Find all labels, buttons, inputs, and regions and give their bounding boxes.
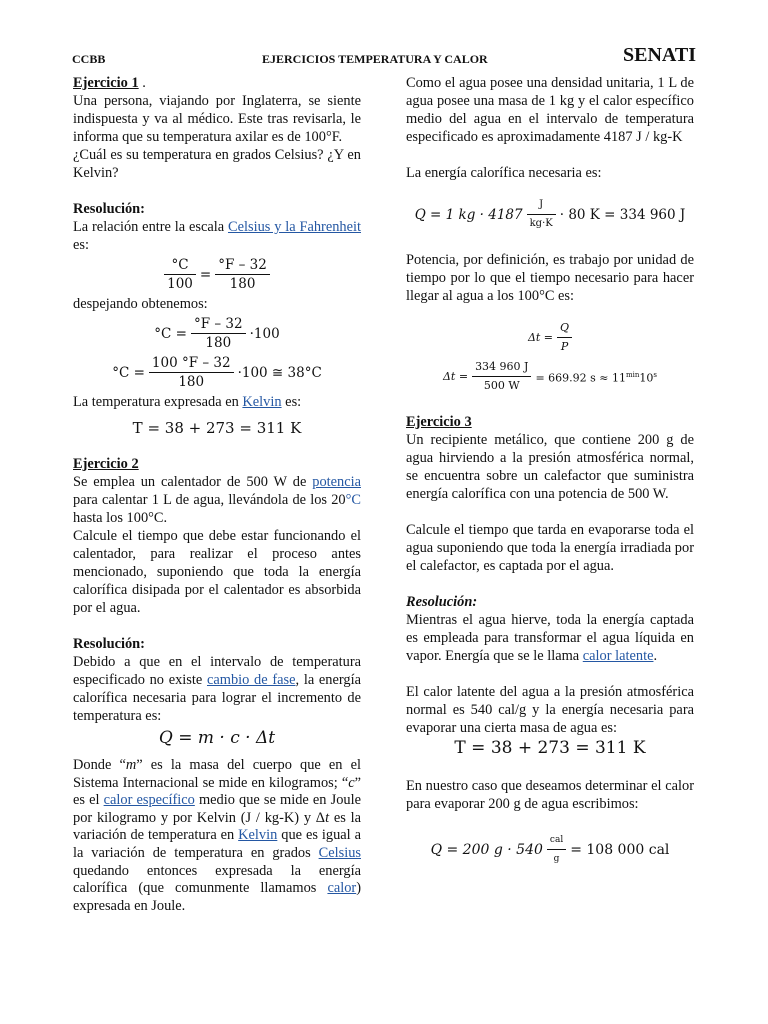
nuestro-caso-text: En nuestro caso que deseamos determinar el calor para evaporar 200 g de agua escribimos:	[406, 778, 694, 812]
resolucion-1-heading: Resolución:	[73, 201, 145, 217]
ejercicio-1-heading: Ejercicio 1 .	[73, 75, 146, 91]
ejercicio-1-question: ¿Cuál es su temperatura en grados Celsius? ¿Y en Kelvin?	[73, 147, 361, 181]
formula-energia: Q = 1 kg · 4187 $\frac{J}{kg\cdot K}$ · 80 K = 334 960 J	[406, 196, 694, 233]
page-header	[72, 44, 696, 70]
formula-q-mct: Q = m · c · Δt	[158, 728, 276, 748]
link-celsius-fahrenheit[interactable]: Celsius y la Fahrenheit	[227, 219, 361, 235]
formula-kelvin-2: T = 38 + 273 = 311 K	[454, 738, 646, 758]
potencia-text: Potencia, por definición, es trabajo por unidad de tiempo por lo que el tiempo necesario para hacer llegar al agua a los 100°C es:	[406, 252, 694, 304]
donde-text: Donde “m” es la masa del cuerpo que en el Sistema Internacional se mide en kilogramos; “c” es el calor específico medio que se mide en Joule por kilogramo y por Kelvin (J / kg-K) y Δt es la variación de temperatura en Kelvin que es igual a la variación de temperatura en grados Celsius quedando entonces expresada la energía calorífica (que comunmente llamamos calor) expresada en Joule.	[73, 757, 362, 914]
ejercicio-2-question: Calcule el tiempo que debe estar funcionando el calentador, para realizar el proceso antes mencionado, suponiendo que toda la energía calorífica disipada por el calentador es absorbida por el agua.	[73, 528, 361, 616]
link-calor[interactable]: calor	[327, 880, 357, 897]
resolucion-2-heading: Resolución:	[73, 636, 145, 652]
despejando-text: despejando obtenemos:	[73, 296, 208, 312]
formula-celsius-result: °C = $\frac{100 ^\circ F - 32}{180}$ ·100 ≅ 38°C	[112, 355, 322, 390]
calor-latente-text: El calor latente del agua a la presión atmosférica normal es 540 cal/g y la energía necesaria para evaporar una cierta masa de agua es:	[406, 684, 694, 736]
resolucion-3-text: Mientras el agua hierve, toda la energía captada es empleada para transformar el agua líquida en vapor. Energía que se le llama calor latente.	[406, 612, 694, 664]
formula-celsius: °C = $\frac{^\circ F - 32}{180}$ ·100	[154, 316, 280, 351]
formula-kelvin: T = 38 + 273 = 311 K	[132, 419, 302, 437]
right-column	[406, 74, 694, 868]
kelvin-text: La temperatura expresada en Kelvin es:	[73, 394, 302, 410]
header-brand: SENATI	[623, 44, 696, 66]
header-title: EJERCICIOS TEMPERATURA Y CALOR	[262, 52, 488, 66]
energia-necesaria-text: La energía calorífica necesaria es:	[406, 165, 602, 181]
link-kelvin[interactable]: Kelvin	[242, 394, 282, 410]
resolucion-3-heading: Resolución:	[406, 594, 478, 610]
formula-calor-evaporar: Q = 200 g · 540 $\frac{\text{cal}}{g}$ = 108 000 cal	[406, 831, 694, 868]
left-column	[73, 74, 361, 915]
ejercicio-1-text: Una persona, viajando por Inglaterra, se siente indispuesta y va al médico. Este tras revisarla, le informa que su temperatura axilar es de 100°F.	[73, 93, 361, 145]
header-left: CCBB	[72, 52, 106, 66]
formula-tiempo-def: Δt = $\frac{Q}{P}$	[406, 319, 694, 356]
link-celsius[interactable]: Celsius	[318, 844, 361, 861]
link-kelvin-2[interactable]: Kelvin	[238, 827, 278, 844]
ejercicio-3-text: Un recipiente metálico, que contiene 200 g de agua hirviendo a la presión atmosférica normal, se encuentra sobre un calefactor que suministra energía calorífica con una potencia de 500 W.	[406, 432, 694, 502]
ejercicio-2-text: Se emplea un calentador de 500 W de potencia para calentar 1 L de agua, llevándola de los 20°C hasta los 100°C.	[73, 474, 361, 526]
ejercicio-3-question: Calcule el tiempo que tarda en evaporarse toda el agua suponiendo que toda la energía irradiada por el calefactor, es captada por el agua.	[406, 522, 694, 574]
ejercicio-3-heading: Ejercicio 3	[406, 414, 472, 430]
link-potencia[interactable]: potencia	[312, 474, 361, 490]
densidad-text: Como el agua posee una densidad unitaria, 1 L de agua posee una masa de 1 kg y el calor específico medio del agua en el intervalo de temperatura especificado es aproximadamente 4187 J / kg-K	[406, 75, 694, 145]
ejercicio-2-heading: Ejercicio 2	[73, 456, 139, 472]
link-cambio-de-fase[interactable]: cambio de fase	[206, 672, 296, 688]
link-calor-latente[interactable]: calor latente	[582, 648, 654, 664]
resolucion-1-text: La relación entre la escala Celsius y la Fahrenheit es:	[73, 219, 361, 253]
formula-tiempo-valor: Δt = $\frac{334 960 J}{500 W}$ = 669.92 $s \approx 11^{min}10^s$	[442, 360, 658, 392]
link-calor-especifico[interactable]: calor específico	[103, 792, 195, 809]
resolucion-2-text: Debido a que en el intervalo de temperatura especificado no existe cambio de fase, la energía calorífica necesaria para lograr el incremento de temperatura es:	[73, 654, 361, 724]
link-celsius-degree[interactable]: °C	[345, 492, 361, 508]
formula-relation: $\frac{^\circ C}{100}$ = $\frac{^\circ F - 32}{180}$	[73, 256, 361, 293]
